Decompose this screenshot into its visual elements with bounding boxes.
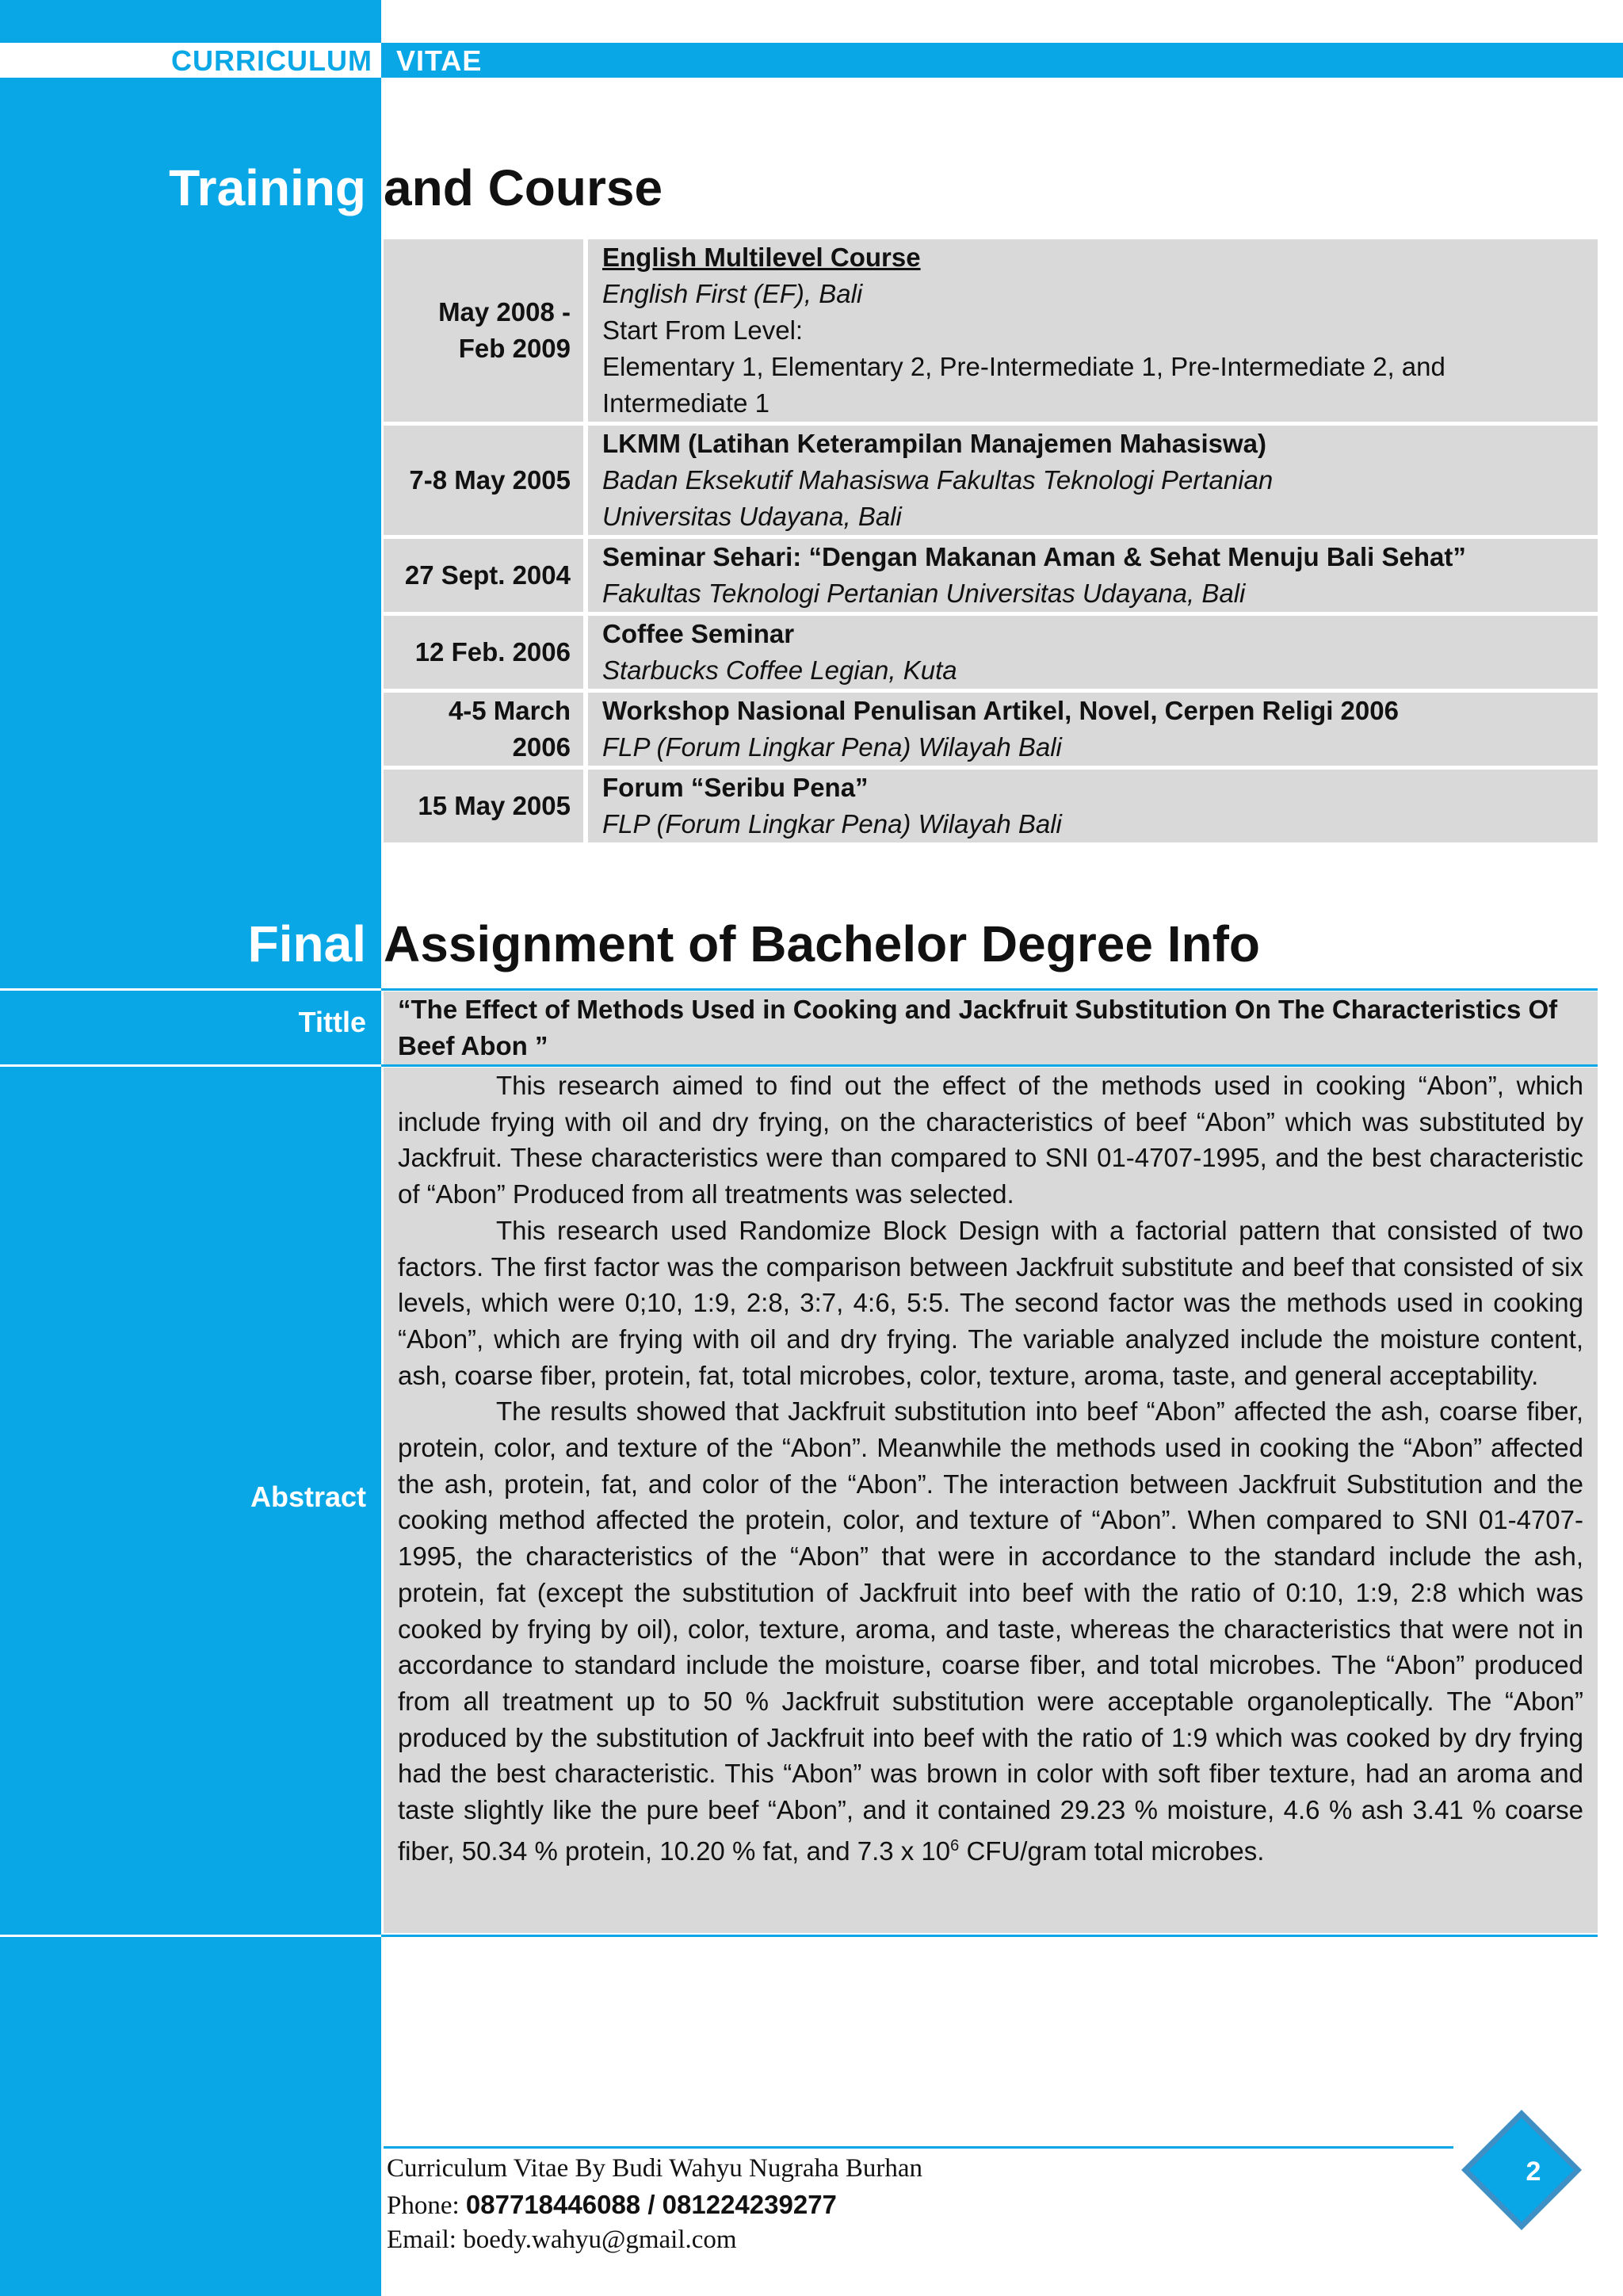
training-title: Coffee Seminar xyxy=(602,619,795,648)
training-title-right: and Course xyxy=(384,159,663,216)
row-divider-left xyxy=(0,1935,381,1937)
training-title-left: Training xyxy=(169,159,366,216)
footer-email-value: boedy.wahyu@gmail.com xyxy=(463,2225,737,2254)
training-title: Forum “Seribu Pena” xyxy=(602,773,869,802)
training-date: May 2008 - Feb 2009 xyxy=(384,239,588,422)
footer-author: Curriculum Vitae By Budi Wahyu Nugraha Burhan xyxy=(387,2154,923,2183)
page-number-badge xyxy=(1458,2107,1585,2233)
badge-shape xyxy=(1469,2118,1574,2222)
header-right-bar xyxy=(381,43,1623,78)
training-row xyxy=(384,426,1598,535)
training-organizer: Badan Eksekutif Mahasiswa Fakultas Teknologi Pertanian xyxy=(602,465,1274,495)
training-details xyxy=(588,539,1598,612)
header-vitae: VITAE xyxy=(396,44,483,77)
footer-rule xyxy=(384,2146,1453,2149)
abstract-paragraph-2: This research used Randomize Block Design with a factorial pattern that consisted of two factors. The first factor was the comparison between Jackfruit substitute and beef that consisted of six levels, which were 0;10, 1:9, 2:8, 3:7, 4:6, 5:5. The second factor was the methods used in cooking “Abon”, which are frying with oil and dry frying. The variable analyzed include the moisture content, ash, coarse fiber, protein, fat, total microbes, color, texture, aroma, taste, and general acceptability. xyxy=(398,1215,1583,1390)
footer-phone-label: Phone: xyxy=(387,2191,466,2220)
training-date: 4-5 March 2006 xyxy=(384,693,588,766)
page-number: 2 xyxy=(1526,2157,1541,2187)
training-date: 12 Feb. 2006 xyxy=(384,616,588,689)
abstract-label: Abstract xyxy=(250,1480,366,1513)
assignment-title-left: Final xyxy=(247,915,366,972)
assignment-title-right: Assignment of Bachelor Degree Info xyxy=(384,915,1260,972)
training-title: English Multilevel Course xyxy=(602,243,921,272)
training-details xyxy=(588,770,1598,842)
training-row xyxy=(384,693,1598,766)
training-title: Seminar Sehari: “Dengan Makanan Aman & Sehat Menuju Bali Sehat” xyxy=(602,542,1466,571)
training-details xyxy=(588,426,1598,535)
abstract-text xyxy=(384,1068,1598,1933)
training-details xyxy=(588,616,1598,689)
abstract-paragraph-1: This research aimed to find out the effect of the methods used in cooking “Abon”, which include frying with oil and dry frying, on the characteristics of beef “Abon” which was substituted by Jackfruit. These characteristics were than compared to SNI 01-4707-1995, and the best characteristic of “Abon” Produced from all treatments was selected. xyxy=(398,1071,1583,1209)
sidebar-band xyxy=(0,0,381,2296)
row-divider-left xyxy=(0,988,381,991)
abstract-paragraph-3 xyxy=(398,1393,1583,1869)
footer-email xyxy=(387,2225,737,2255)
abstract-superscript: 6 xyxy=(950,1836,960,1855)
training-row xyxy=(384,239,1598,422)
training-organizer: English First (EF), Bali xyxy=(602,279,863,308)
training-organizer: Starbucks Coffee Legian, Kuta xyxy=(602,655,957,685)
training-organizer: FLP (Forum Lingkar Pena) Wilayah Bali xyxy=(602,809,1062,839)
training-row xyxy=(384,616,1598,689)
training-table xyxy=(384,235,1598,846)
training-details xyxy=(588,693,1598,766)
training-date: 27 Sept. 2004 xyxy=(384,539,588,612)
row-divider-left xyxy=(0,1064,381,1067)
training-date: 15 May 2005 xyxy=(384,770,588,842)
training-title: LKMM (Latihan Keterampilan Manajemen Mahasiswa) xyxy=(602,429,1267,458)
training-date: 7-8 May 2005 xyxy=(384,426,588,535)
training-details xyxy=(588,239,1598,422)
training-organizer: Fakultas Teknologi Pertanian Universitas Udayana, Bali xyxy=(602,579,1246,608)
training-title: Workshop Nasional Penulisan Artikel, Novel, Cerpen Religi 2006 xyxy=(602,696,1399,725)
abstract-paragraph-3-body: The results showed that Jackfruit substitution into beef “Abon” affected the ash, coarse fiber, protein, color, and texture of the “Abon”. Meanwhile the methods used in cooking the “Abon” affected the ash, protein, fat, and color of the “Abon”. The interaction between Jackfruit Substitution and the cooking method affected the protein, color, and texture of “Abon”. When compared to SNI 01-4707-1995, the characteristics of the “Abon” that were in accordance to the standard include the ash, protein, fat (except the substitution of Jackfruit into beef with the ratio of 0:10, 1:9, 2:8 which was cooked by frying by oil), color, texture, aroma, and taste, whereas the characteristics that were not in accordance to standard include the moisture, coarse fiber, and total microbes. The “Abon” produced from all treatment up to 50 % Jackfruit substitution were acceptable organoleptically. The “Abon” produced by the substitution of Jackfruit into beef with the ratio of 1:9 which was cooked by dry frying had the best characteristic. This “Abon” was brown in color with soft fiber texture, had an aroma and taste slightly like the pure beef “Abon”, and it contained 29.23 % moisture, 4.6 % ash 3.41 % coarse fiber, 50.34 % protein, 10.20 % fat, and 7.3 x 10 xyxy=(398,1396,1583,1866)
footer-email-label: Email: xyxy=(387,2225,464,2254)
training-note: Start From Level: xyxy=(602,315,804,345)
title-label: Tittle xyxy=(298,1006,366,1038)
training-organizer: FLP (Forum Lingkar Pena) Wilayah Bali xyxy=(602,732,1062,762)
abstract-paragraph-3-tail: CFU/gram total microbes. xyxy=(959,1836,1265,1866)
training-note: Elementary 1, Elementary 2, Pre-Intermediate 1, Pre-Intermediate 2, and Intermediate 1 xyxy=(602,352,1445,418)
footer-phone-value: 087718446088 / 081224239277 xyxy=(465,2190,837,2219)
training-row xyxy=(384,539,1598,612)
assignment-title-text: “The Effect of Methods Used in Cooking and Jackfruit Substitution On The Characteristics Of Beef Abon ” xyxy=(384,991,1598,1064)
footer-phone xyxy=(387,2190,837,2221)
training-row xyxy=(384,770,1598,842)
training-organizer: Universitas Udayana, Bali xyxy=(602,502,902,531)
header-curriculum: CURRICULUM xyxy=(171,44,372,77)
